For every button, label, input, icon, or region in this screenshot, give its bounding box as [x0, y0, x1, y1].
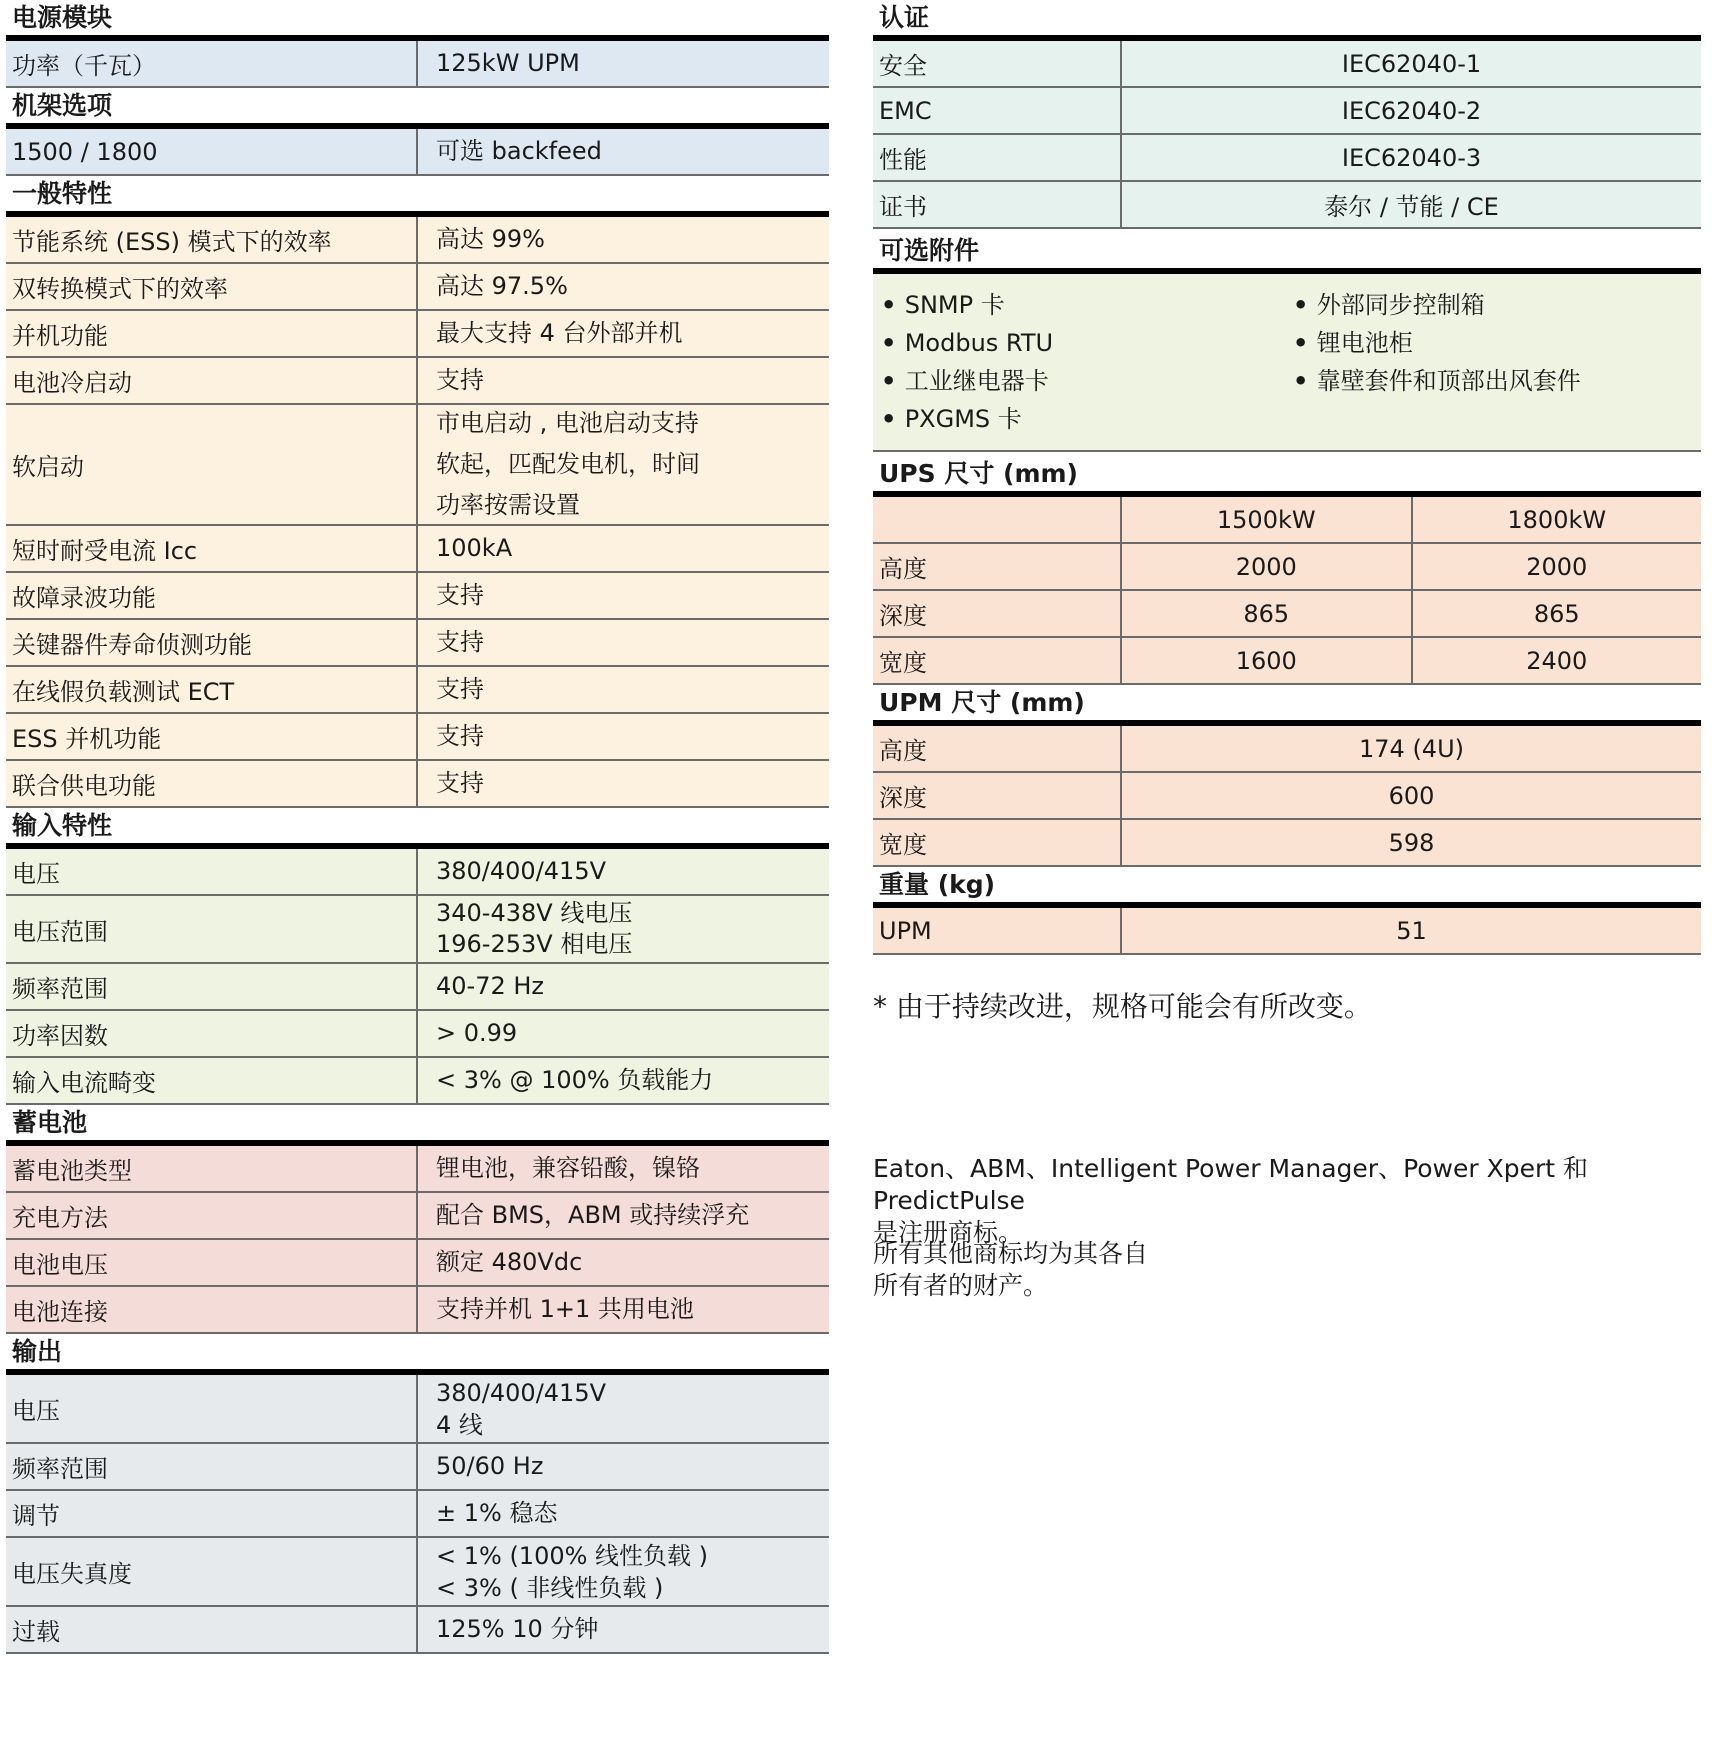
spec-row: [6, 129, 829, 176]
spec-row: [6, 217, 829, 264]
spec-label: 蓄电池类型: [6, 1146, 418, 1191]
spec-label: 调节: [6, 1491, 418, 1536]
spec-value: 支持: [436, 628, 484, 657]
spec-row: [6, 1444, 829, 1491]
spec-value-line: 功率按需设置: [436, 491, 580, 519]
spec-row: [6, 964, 829, 1011]
spec-row: [873, 908, 1701, 955]
spec-label: 高度: [873, 544, 1122, 589]
spec-row: [6, 573, 829, 620]
spec-value: 380/400/415V: [436, 857, 607, 886]
spec-value: 2400: [1411, 638, 1702, 683]
spec-value: 支持: [436, 722, 484, 751]
list-item: • Modbus RTU: [881, 324, 1283, 362]
spec-row: [6, 714, 829, 761]
spec-row: [873, 638, 1701, 685]
list-item: • PXGMS 卡: [881, 400, 1283, 438]
spec-value-line: 4 线: [436, 1410, 483, 1439]
spec-value: 174 (4U): [1359, 734, 1464, 763]
spec-value: 598: [1388, 828, 1435, 857]
spec-label: 在线假负载测试 ECT: [6, 667, 418, 712]
spec-label: 电池电压: [6, 1240, 418, 1285]
section-title-rack-options: 机架选项: [6, 88, 829, 129]
spec-label: ESS 并机功能: [6, 714, 418, 759]
spec-value: 支持: [436, 366, 484, 395]
spec-row: [6, 1538, 829, 1607]
spec-row: [6, 264, 829, 311]
spec-value: 2000: [1235, 552, 1297, 581]
list-item: • 外部同步控制箱: [1293, 286, 1695, 324]
spec-row: [6, 311, 829, 358]
spec-value: 支持并机 1+1 共用电池: [436, 1295, 694, 1324]
spec-row: [6, 1287, 829, 1334]
ownership-line: 所有者的财产。: [873, 1271, 1049, 1300]
section-title-input: 输入特性: [6, 808, 829, 849]
spec-value: 支持: [436, 581, 484, 610]
table-header-cell: [873, 497, 1122, 542]
spec-change-note: * 由于持续改进，规格可能会有所改变。: [873, 990, 1372, 1023]
spec-label: 电压: [6, 849, 418, 894]
spec-label: 节能系统 (ESS) 模式下的效率: [6, 217, 418, 262]
spec-value: 可选 backfeed: [436, 137, 602, 166]
left-spec-column: [6, 0, 829, 1654]
spec-row: [873, 88, 1701, 135]
spec-value: 51: [1396, 916, 1427, 945]
spec-row: [6, 849, 829, 896]
spec-value-line: 196-253V 相电压: [436, 930, 633, 958]
trademark-line: Eaton、ABM、Intelligent Power Manager、Power Xpert 和 PredictPulse: [873, 1154, 1589, 1215]
spec-value: 865: [1411, 591, 1702, 636]
spec-label: 过载: [6, 1607, 418, 1652]
spec-label: 性能: [873, 135, 1122, 180]
spec-row: [6, 526, 829, 573]
section-title-upm-dimensions: UPM 尺寸 (mm): [873, 685, 1701, 726]
spec-label: 充电方法: [6, 1193, 418, 1238]
trademark-note: [873, 1153, 1703, 1249]
section-title-battery: 蓄电池: [6, 1105, 829, 1146]
spec-value: 125% 10 分钟: [436, 1615, 599, 1644]
spec-value: [418, 405, 829, 524]
spec-label: 电压: [6, 1375, 418, 1442]
spec-row: [873, 820, 1701, 867]
spec-row: [6, 1146, 829, 1193]
spec-value: IEC62040-2: [1341, 96, 1482, 125]
spec-value: < 3% @ 100% 负载能力: [436, 1066, 714, 1095]
trademark-line: 是注册商标。: [873, 1218, 1024, 1247]
spec-label: 电池连接: [6, 1287, 418, 1332]
spec-label: 故障录波功能: [6, 573, 418, 618]
spec-value: 1600: [1235, 646, 1297, 675]
spec-row: [6, 620, 829, 667]
spec-value: 最大支持 4 台外部并机: [436, 319, 683, 348]
section-title-power-module: 电源模块: [6, 0, 829, 41]
list-item: • 工业继电器卡: [881, 362, 1283, 400]
spec-value: 40-72 Hz: [436, 972, 545, 1001]
spec-row: [6, 41, 829, 88]
table-header-cell: 1500kW: [1216, 505, 1316, 534]
ownership-note: [873, 1238, 1703, 1302]
spec-label: 功率（千瓦）: [6, 41, 418, 86]
spec-value: 支持: [436, 769, 484, 798]
spec-label: 安全: [873, 41, 1122, 86]
spec-value: 600: [1388, 781, 1435, 810]
spec-label: 频率范围: [6, 1444, 418, 1489]
spec-label: 宽度: [873, 638, 1122, 683]
spec-row: [6, 761, 829, 808]
section-title-general: 一般特性: [6, 176, 829, 217]
spec-row: [6, 358, 829, 405]
spec-value-line: 380/400/415V: [436, 1378, 607, 1407]
spec-label: 频率范围: [6, 964, 418, 1009]
spec-value: 泰尔 / 节能 / CE: [1324, 193, 1499, 221]
spec-value: IEC62040-1: [1341, 49, 1482, 78]
spec-value-line: < 1% (100% 线性负载 ): [436, 1541, 709, 1570]
spec-row: [6, 667, 829, 714]
spec-value: 100kA: [436, 534, 513, 563]
spec-row: [873, 591, 1701, 638]
spec-row: [6, 1240, 829, 1287]
spec-label: 双转换模式下的效率: [6, 264, 418, 309]
section-title-certification: 认证: [873, 0, 1701, 41]
spec-value: 125kW UPM: [436, 49, 580, 78]
list-item: • 靠壁套件和顶部出风套件: [1293, 362, 1695, 400]
spec-value: 额定 480Vdc: [436, 1248, 583, 1277]
spec-value: 配合 BMS，ABM 或持续浮充: [436, 1201, 750, 1230]
section-title-accessories: 可选附件: [873, 229, 1701, 274]
spec-label: 深度: [873, 591, 1122, 636]
spec-label: 电压范围: [6, 896, 418, 962]
spec-row: [6, 896, 829, 964]
spec-value: 865: [1243, 599, 1290, 628]
table-header-cell: 1800kW: [1411, 497, 1702, 542]
spec-label: 关键器件寿命侦测功能: [6, 620, 418, 665]
spec-label: 功率因数: [6, 1011, 418, 1056]
spec-value: 支持: [436, 675, 484, 704]
list-item: • 锂电池柜: [1293, 324, 1695, 362]
section-title-ups-dimensions: UPS 尺寸 (mm): [873, 452, 1701, 497]
spec-label: 软启动: [6, 405, 418, 524]
spec-value: IEC62040-3: [1341, 143, 1482, 172]
spec-value: [418, 896, 829, 962]
spec-row: [873, 135, 1701, 182]
spec-row: [6, 1491, 829, 1538]
table-header-row: [873, 497, 1701, 544]
spec-value: 2000: [1411, 544, 1702, 589]
spec-label: 电压失真度: [6, 1538, 418, 1605]
spec-row: [873, 41, 1701, 88]
spec-value: ± 1% 稳态: [436, 1499, 558, 1528]
spec-row: [873, 773, 1701, 820]
spec-value: [418, 1375, 829, 1442]
spec-value: [418, 1538, 829, 1605]
spec-label: 联合供电功能: [6, 761, 418, 806]
spec-row: [6, 1607, 829, 1654]
list-item: • SNMP 卡: [881, 286, 1283, 324]
section-title-weight: 重量 (kg): [873, 867, 1701, 908]
spec-label: 高度: [873, 726, 1122, 771]
spec-row: [6, 1058, 829, 1105]
spec-label: 电池冷启动: [6, 358, 418, 403]
right-spec-column: [873, 0, 1701, 955]
accessories-column: [1293, 286, 1695, 440]
spec-value: 50/60 Hz: [436, 1452, 544, 1481]
ownership-line: 所有其他商标均为其各自: [873, 1239, 1149, 1268]
spec-label: 1500 / 1800: [6, 129, 418, 174]
spec-value-line: < 3% ( 非线性负载 ): [436, 1573, 664, 1602]
spec-row: [6, 1375, 829, 1444]
spec-label: 深度: [873, 773, 1122, 818]
spec-label: 并机功能: [6, 311, 418, 356]
spec-row: [6, 1193, 829, 1240]
spec-value-line: 市电启动 , 电池启动支持: [436, 409, 699, 437]
spec-row: [873, 726, 1701, 773]
spec-label: EMC: [873, 88, 1122, 133]
spec-label: UPM: [873, 908, 1122, 953]
spec-row: [873, 544, 1701, 591]
spec-value: 高达 97.5%: [436, 272, 568, 301]
accessories-column: [881, 286, 1283, 440]
accessories-list: [873, 274, 1701, 452]
spec-row: [6, 1011, 829, 1058]
spec-value: 高达 99%: [436, 225, 545, 254]
spec-row: [873, 182, 1701, 229]
spec-label: 证书: [873, 182, 1122, 227]
section-title-output: 输出: [6, 1334, 829, 1375]
spec-label: 短时耐受电流 Icc: [6, 526, 418, 571]
spec-label: 输入电流畸变: [6, 1058, 418, 1103]
spec-value: 锂电池，兼容铅酸，镍铬: [436, 1154, 700, 1183]
spec-value: > 0.99: [436, 1019, 518, 1048]
spec-row: [6, 405, 829, 526]
spec-value-line: 340-438V 线电压: [436, 899, 633, 927]
spec-label: 宽度: [873, 820, 1122, 865]
spec-value-line: 软起，匹配发电机，时间: [436, 450, 700, 478]
